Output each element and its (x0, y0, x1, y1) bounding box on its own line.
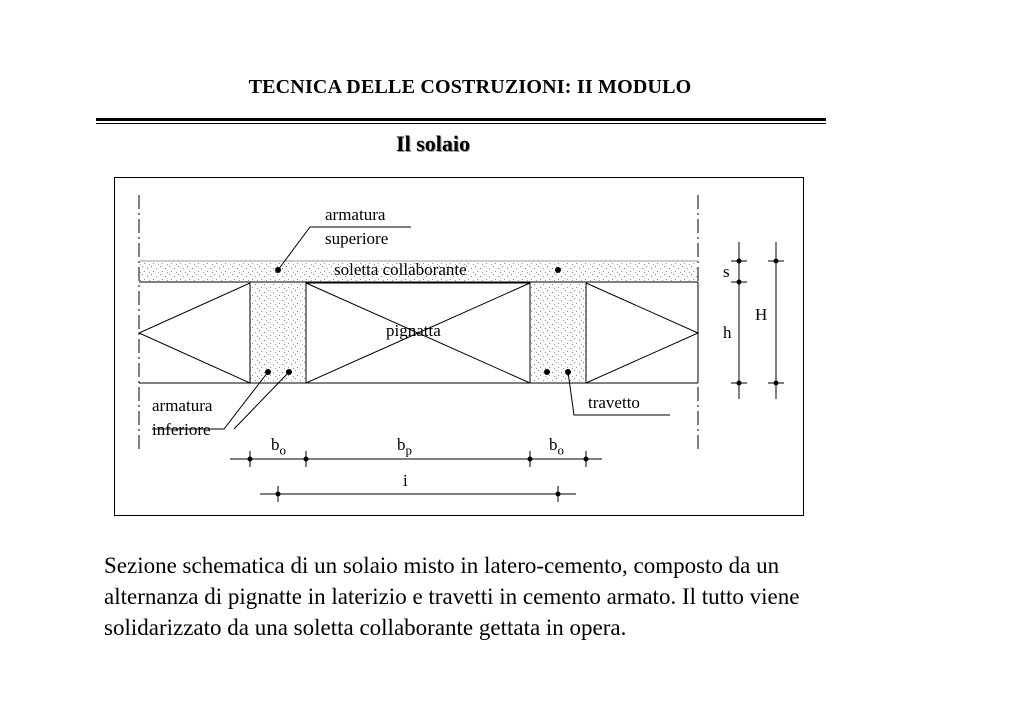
header-rule-thin (96, 123, 826, 124)
label-s: s (723, 262, 730, 281)
figure-caption (104, 550, 934, 643)
caption-line-1: Sezione schematica di un solaio misto in latero-cemento, composto da un (104, 553, 780, 578)
block-right-half (586, 283, 698, 383)
block-left-half (139, 283, 250, 383)
caption-line-2: alternanza di pignatte in laterizio e travetti in cemento armato. Il tutto viene (104, 584, 800, 609)
label-h: h (723, 323, 732, 342)
diagram-frame (115, 178, 804, 516)
label-armatura-superiore-1: armatura (325, 205, 386, 224)
header-rule-thick (96, 118, 826, 121)
label-travetto: travetto (588, 393, 640, 412)
floor-section-diagram (114, 177, 804, 516)
label-i: i (403, 471, 408, 490)
label-H: H (755, 305, 768, 324)
section-title: Il solaio (396, 131, 470, 156)
label-bp: $b_p$ (397, 435, 412, 458)
label-bo-left: $b_o$ (271, 435, 286, 458)
label-pignatta: pignatta (386, 321, 441, 340)
rebar-top-right (555, 267, 561, 273)
label-armatura-superiore-2: superiore (325, 229, 389, 248)
diagram-drawing (114, 177, 804, 516)
rebar-bottom-right-1 (544, 369, 550, 375)
caption-line-3: solidarizzato da una soletta collaborante gettata in opera. (104, 615, 627, 640)
label-armatura-inferiore-2: inferiore (152, 420, 211, 439)
joist-left (250, 282, 306, 383)
label-soletta: soletta collaborante (334, 260, 467, 279)
joist-right (530, 282, 586, 383)
course-header: TECNICA DELLE COSTRUZIONI: II MODULO (248, 76, 692, 98)
label-bo-right: $b_o$ (549, 435, 564, 458)
label-armatura-inferiore-1: armatura (152, 396, 213, 415)
